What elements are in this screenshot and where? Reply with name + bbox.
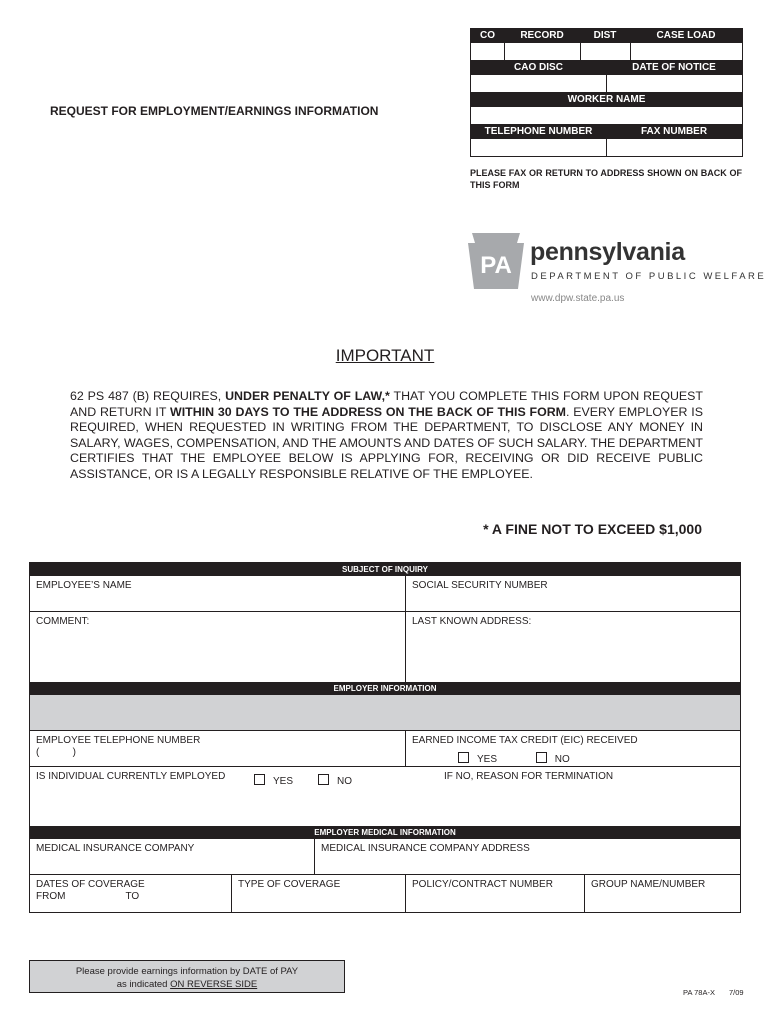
logo-url: www.dpw.state.pa.us — [531, 293, 625, 304]
medical-row-1 — [30, 839, 740, 874]
subject-row-1 — [30, 576, 740, 611]
med-address-label: MEDICAL INSURANCE COMPANY ADDRESS — [321, 843, 530, 854]
fine-note: * A FINE NOT TO EXCEED $1,000 — [483, 521, 702, 537]
keystone-logo-icon — [468, 233, 524, 289]
policy-field[interactable] — [406, 875, 585, 912]
med-company-label: MEDICAL INSURANCE COMPANY — [36, 843, 195, 854]
termination-reason-label: IF NO, REASON FOR TERMINATION — [444, 771, 614, 782]
telephone-label: TELEPHONE NUMBER — [484, 126, 593, 137]
notice-text-3: . EVERY EMPLOYER IS REQUIRED, WHEN REQUESTED IN WRITING FROM THE DEPARTMENT, TO DISCLOSE ANY MONEY IN SALARY, WAGES, COMPENSATION, AND THE AMOUNTS AND DATES OF SUCH SALARY. THE DEPARTMENT CERTIFIES THAT THE EMPLOYEE BELOW IS APPLYING FOR, RECEIVING OR DID RECEIVE PUBLIC ASSISTANCE, OR IS A LEGALLY RESPONSIBLE RELATIVE OF THE EMPLOYEE. — [70, 404, 703, 481]
worker-name-field[interactable] — [471, 107, 742, 124]
employed-no-checkbox[interactable] — [318, 774, 329, 785]
office-row-3-header — [471, 93, 742, 107]
eic-options — [412, 752, 734, 766]
office-row-1-fields — [471, 43, 742, 61]
earnings-instruction-box — [29, 960, 345, 993]
employer-row-1 — [30, 730, 740, 766]
dates-coverage-field[interactable] — [30, 875, 232, 912]
record-label: RECORD — [520, 30, 564, 41]
notice-deadline: WITHIN 30 DAYS TO THE ADDRESS ON THE BACK OF THIS FORM — [170, 404, 566, 419]
caseload-field[interactable] — [631, 43, 742, 60]
eic-yes-label: YES — [477, 754, 498, 765]
ssn-field[interactable] — [406, 576, 740, 611]
group-label: GROUP NAME/NUMBER — [591, 879, 706, 890]
employed-yes-label: YES — [273, 776, 294, 787]
employed-no-label: NO — [337, 776, 352, 787]
reverse-side-link: ON REVERSE SIDE — [170, 979, 258, 990]
med-address-field[interactable] — [315, 839, 740, 874]
medical-header: EMPLOYER MEDICAL INFORMATION — [30, 826, 740, 839]
date-of-notice-label: DATE OF NOTICE — [632, 62, 716, 73]
subject-header: SUBJECT OF INQUIRY — [30, 563, 740, 576]
inquiry-form — [29, 562, 741, 913]
employment-status-row — [30, 766, 740, 826]
office-row-3-fields — [471, 107, 742, 125]
form-title: REQUEST FOR EMPLOYMENT/EARNINGS INFORMATION — [50, 104, 379, 118]
logo-initials: PA — [480, 252, 512, 279]
comment-field[interactable] — [30, 612, 406, 682]
from-label: FROM — [36, 891, 66, 902]
employment-status-field — [30, 767, 740, 826]
office-row-2-header — [471, 61, 742, 75]
phone-area-code: ( ) — [36, 747, 76, 758]
comment-label: COMMENT: — [36, 616, 90, 627]
record-field[interactable] — [505, 43, 581, 60]
eic-field — [406, 731, 740, 766]
employer-header: EMPLOYER INFORMATION — [30, 682, 740, 695]
employer-info-field[interactable] — [30, 695, 740, 730]
to-label: TO — [125, 891, 140, 902]
policy-label: POLICY/CONTRACT NUMBER — [412, 879, 553, 890]
cao-disc-field[interactable] — [471, 75, 607, 92]
office-use-box — [470, 28, 743, 157]
dist-label: DIST — [593, 30, 617, 41]
form-code: PA 78A-X — [683, 988, 715, 997]
fax-label: FAX NUMBER — [640, 126, 708, 137]
form-number — [683, 988, 744, 997]
form-revision-date: 7/09 — [728, 988, 744, 997]
notice-penalty: UNDER PENALTY OF LAW,* — [225, 389, 390, 403]
employee-name-field[interactable] — [30, 576, 406, 611]
logo-department: DEPARTMENT OF PUBLIC WELFARE — [531, 271, 767, 282]
fax-field[interactable] — [607, 139, 743, 156]
caseload-label: CASE LOAD — [656, 30, 716, 41]
notice-text-1: 62 PS 487 (B) REQUIRES, — [70, 389, 226, 403]
office-row-1-header — [471, 29, 742, 43]
notice-text-2: THAT YOU COMPLETE THIS FORM UPON REQUEST AND RETURN IT — [70, 389, 704, 419]
employed-yes-checkbox[interactable] — [254, 774, 265, 785]
return-note: PLEASE FAX OR RETURN TO ADDRESS SHOWN ON BACK OF THIS FORM — [470, 168, 742, 190]
type-coverage-label: TYPE OF COVERAGE — [238, 879, 341, 890]
important-heading: IMPORTANT — [335, 346, 435, 365]
subject-row-2 — [30, 611, 740, 682]
employee-phone-label: EMPLOYEE TELEPHONE NUMBER — [36, 735, 201, 746]
instruction-line-1: Please provide earnings information by DATE of PAY — [75, 966, 299, 977]
office-row-2-fields — [471, 75, 742, 93]
medical-row-2 — [30, 874, 740, 912]
co-field[interactable] — [471, 43, 505, 60]
logo-wordmark: pennsylvania — [530, 238, 685, 266]
employee-phone-field[interactable] — [30, 731, 406, 766]
office-row-4-fields — [471, 139, 742, 156]
employee-name-label: EMPLOYEE’S NAME — [36, 580, 132, 591]
last-address-field[interactable] — [406, 612, 740, 682]
group-field[interactable] — [585, 875, 740, 912]
type-coverage-field[interactable] — [232, 875, 406, 912]
notice-paragraph — [70, 389, 703, 483]
cao-disc-label: CAO DISC — [514, 62, 563, 73]
eic-no-checkbox[interactable] — [536, 752, 547, 763]
dates-coverage-label: DATES OF COVERAGE — [36, 879, 145, 890]
worker-name-label: WORKER NAME — [567, 94, 646, 105]
date-of-notice-field[interactable] — [607, 75, 743, 92]
ssn-label: SOCIAL SECURITY NUMBER — [412, 580, 548, 591]
instruction-line-2: as indicated — [116, 979, 171, 990]
telephone-field[interactable] — [471, 139, 607, 156]
office-row-4-header — [471, 125, 742, 139]
eic-no-label: NO — [554, 754, 570, 765]
last-address-label: LAST KNOWN ADDRESS: — [412, 616, 532, 627]
co-label: CO — [480, 30, 495, 41]
eic-yes-checkbox[interactable] — [458, 752, 469, 763]
med-company-field[interactable] — [30, 839, 315, 874]
currently-employed-label: IS INDIVIDUAL CURRENTLY EMPLOYED — [36, 771, 226, 782]
eic-label: EARNED INCOME TAX CREDIT (EIC) RECEIVED — [412, 735, 638, 746]
dist-field[interactable] — [581, 43, 631, 60]
